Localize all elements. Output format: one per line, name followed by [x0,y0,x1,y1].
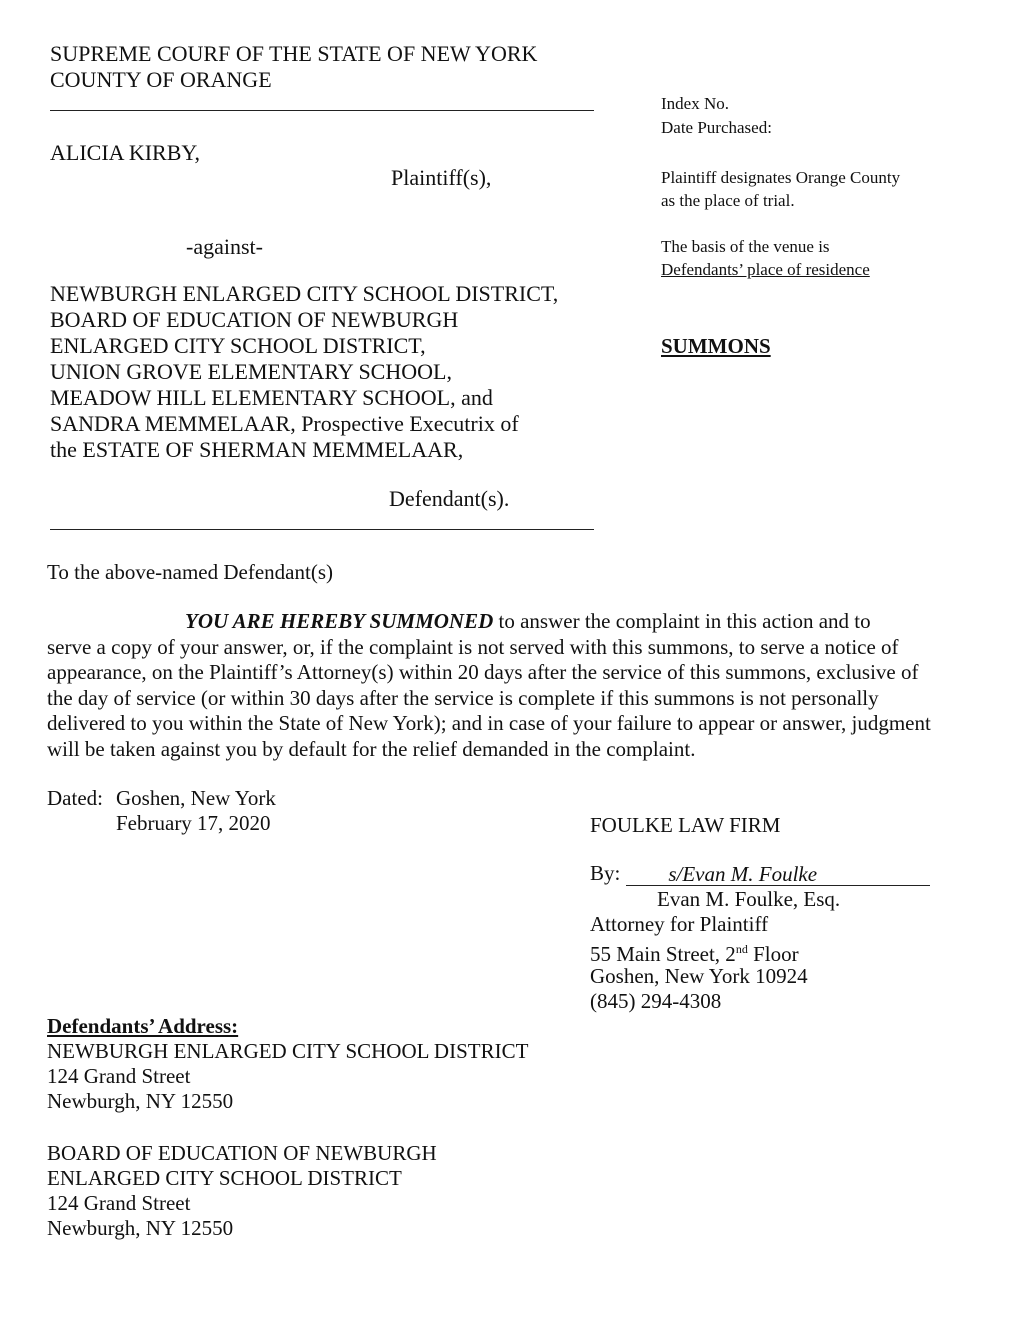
body-line: the day of service (or within 30 days after the service is complete if this summons is not personally [47,685,879,710]
date-purchased-label: Date Purchased: [661,118,772,137]
defendants-list [50,281,558,463]
address-line: NEWBURGH ENLARGED CITY SCHOOL DISTRICT [47,1039,529,1063]
body-line: serve a copy of your answer, or, if the complaint is not served with this summons, to serve a notice of [47,634,899,659]
body-line: delivered to you within the State of New York); and in case of your failure to appear or answer, judgment [47,711,931,735]
index-no-label: Index No. [661,94,729,113]
address-line: Newburgh, NY 12550 [47,1216,234,1240]
trial-place-line1: Plaintiff designates Orange County [661,168,901,187]
venue-line1: The basis of the venue is [661,237,830,256]
defendant-line: UNION GROVE ELEMENTARY SCHOOL, [50,359,452,384]
street-prefix: 55 Main Street, 2 [590,942,736,966]
document-title: SUMMONS [661,334,771,358]
address-block-board [47,1141,437,1241]
caption-top-rule [50,110,594,111]
defendant-line: SANDRA MEMMELAAR, Prospective Executrix of [50,411,519,436]
attorney-street [590,937,799,967]
trial-place-line2: as the place of trial. [661,191,795,210]
venue-line2: Defendants’ place of residence [661,260,870,279]
body-line: appearance, on the Plaintiff’s Attorney(s) within 20 days after the service of this summons, exclusive of [47,660,919,684]
signature-line [626,861,930,886]
address-line: BOARD OF EDUCATION OF NEWBURGH [47,1141,437,1165]
attorney-city: Goshen, New York 10924 [590,964,808,988]
dated-place: Goshen, New York [116,786,276,810]
address-line: 124 Grand Street [47,1191,191,1215]
street-ordinal: nd [735,942,748,956]
caption-bottom-rule [50,529,594,530]
defendant-line: MEADOW HILL ELEMENTARY SCHOOL, and [50,385,493,410]
court-name: SUPREME COURF OF THE STATE OF NEW YORK [50,41,538,66]
attorney-role: Attorney for Plaintiff [590,912,769,936]
address-line: Newburgh, NY 12550 [47,1089,234,1113]
summoned-emphasis: YOU ARE HEREBY SUMMONED [185,609,494,633]
body-line-first [47,609,977,635]
by-label: By: [590,861,621,885]
addressee-line: To the above-named Defendant(s) [47,560,333,584]
against-label: -against- [186,234,263,259]
address-block-district [47,1039,528,1114]
signature-text: s/Evan M. Foulke [668,862,818,886]
defendant-line: the ESTATE OF SHERMAN MEMMELAAR, [50,437,464,462]
dated-date: February 17, 2020 [116,811,271,835]
street-suffix: Floor [747,942,799,966]
defendant-label: Defendant(s). [389,486,510,511]
plaintiff-label: Plaintiff(s), [391,165,492,190]
defendant-line: ENLARGED CITY SCHOOL DISTRICT, [50,333,426,358]
defendant-line: NEWBURGH ENLARGED CITY SCHOOL DISTRICT, [50,281,559,306]
address-line: ENLARGED CITY SCHOOL DISTRICT [47,1166,402,1190]
addresses-heading: Defendants’ Address: [47,1014,239,1038]
address-line: 124 Grand Street [47,1064,191,1088]
county-name: COUNTY OF ORANGE [50,67,272,92]
summons-body [47,609,977,762]
attorney-phone: (845) 294-4308 [590,989,722,1013]
law-firm-name: FOULKE LAW FIRM [590,813,781,837]
body-line: will be taken against you by default for the relief demanded in the complaint. [47,736,696,761]
body-line1-rest: to answer the complaint in this action and to [493,609,871,633]
dated-label: Dated: [47,786,103,810]
signature-row [590,861,930,886]
plaintiff-name: ALICIA KIRBY, [50,140,200,165]
attorney-name: Evan M. Foulke, Esq. [657,887,841,911]
defendant-line: BOARD OF EDUCATION OF NEWBURGH [50,307,459,332]
